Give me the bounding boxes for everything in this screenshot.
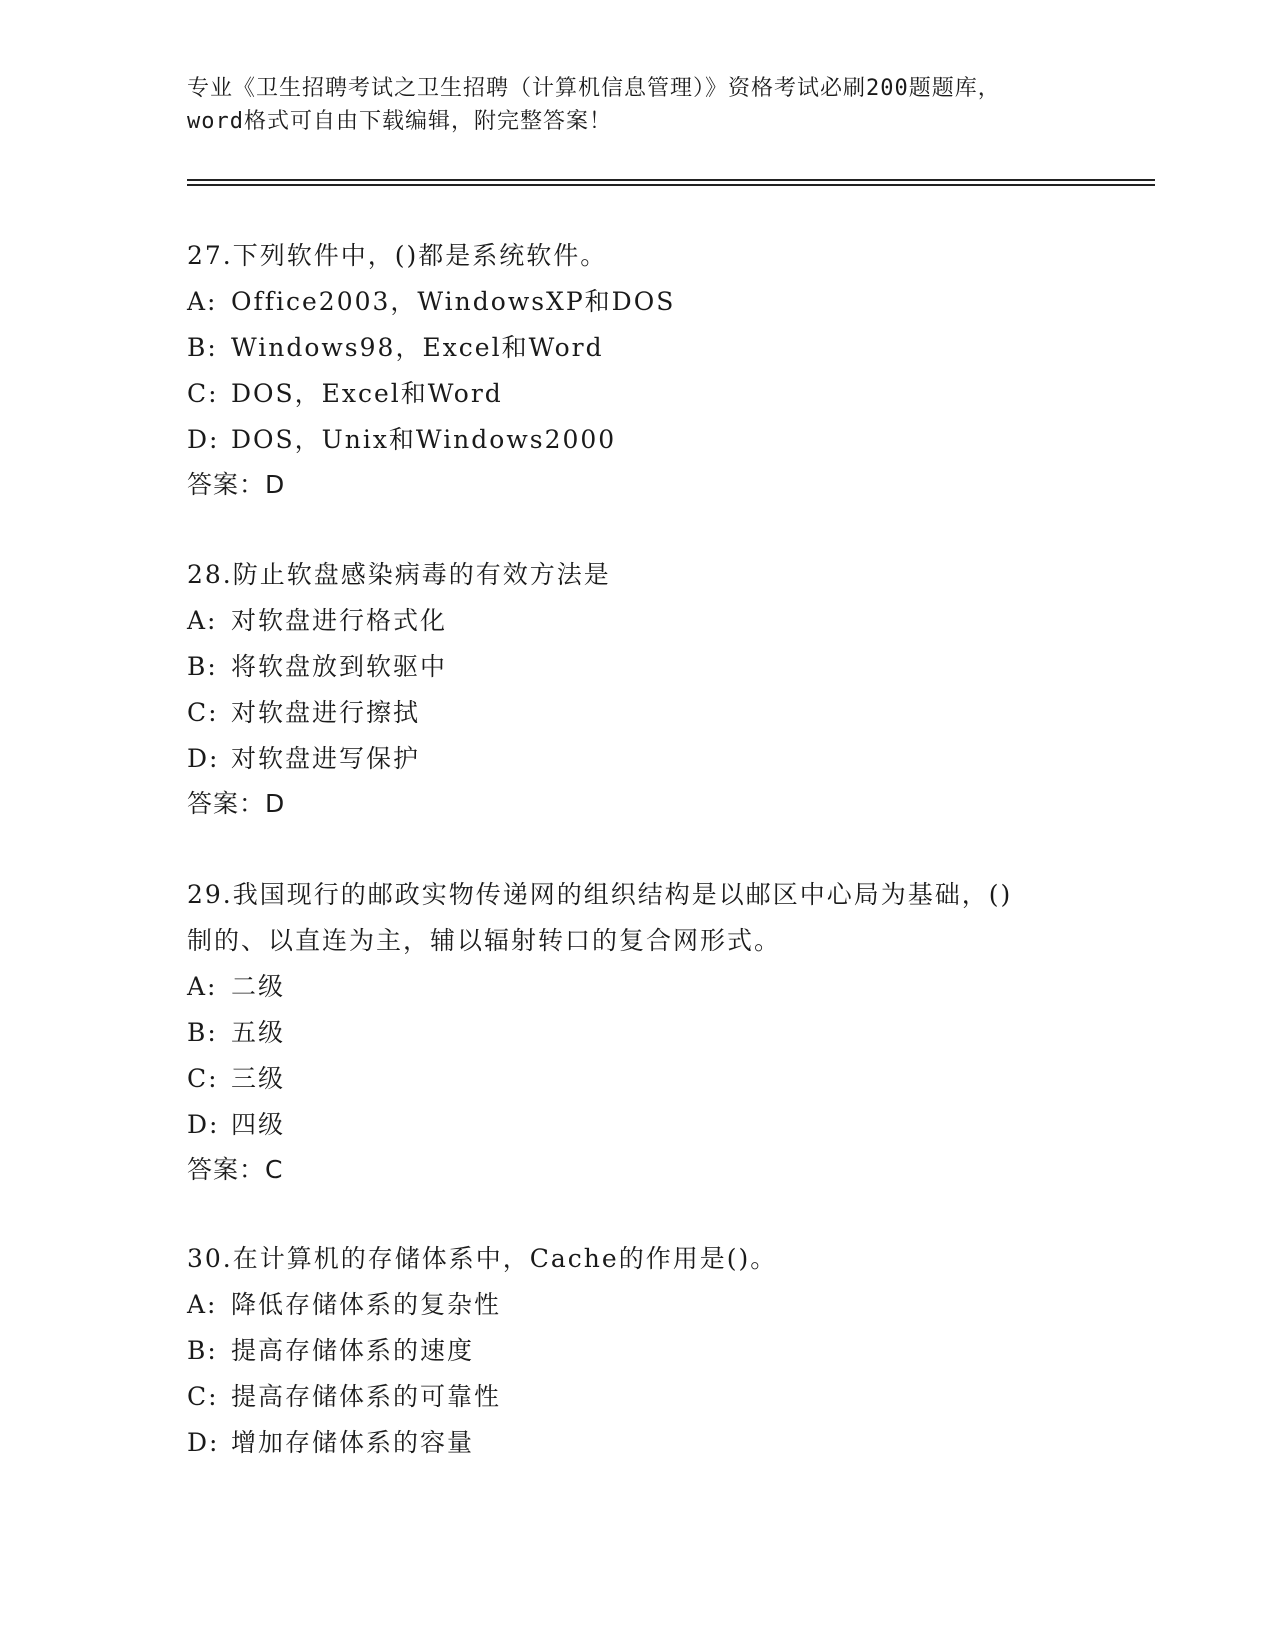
option-c [187,1056,1087,1102]
header-line-2: word格式可自由下载编辑，附完整答案！ [187,109,612,134]
document-header [187,72,1087,138]
option-text: 提高存储体系的速度 [231,1336,475,1365]
question-stem [187,872,1087,964]
option-c [187,1374,1087,1420]
option-key: D: [187,425,220,454]
option-b [187,325,1087,371]
option-d [187,417,1087,463]
option-text: 对软盘进写保护 [231,744,421,773]
question-28 [187,552,1087,826]
option-key: A: [187,606,218,635]
question-30 [187,1236,1087,1466]
option-key: A: [187,287,218,316]
option-text: DOS，Excel和Word [231,379,503,408]
option-key: C: [187,1382,219,1411]
question-stem [187,1236,1087,1282]
option-text: 增加存储体系的容量 [231,1428,475,1457]
option-text: 提高存储体系的可靠性 [231,1382,502,1411]
question-stem [187,233,1087,279]
option-key: A: [187,972,218,1001]
option-d [187,736,1087,782]
stem-line: 29.我国现行的邮政实物传递网的组织结构是以邮区中心局为基础，() [187,880,1013,909]
option-a [187,964,1087,1010]
option-c [187,371,1087,417]
option-key: D: [187,1110,220,1139]
option-key: D: [187,1428,220,1457]
answer: 答案：D [187,789,286,818]
option-text: DOS，Unix和Windows2000 [231,425,617,454]
stem-line: 27.下列软件中，()都是系统软件。 [187,241,608,270]
option-b [187,644,1087,690]
answer: 答案：C [187,1155,284,1184]
option-a [187,598,1087,644]
stem-line: 28.防止软盘感染病毒的有效方法是 [187,560,611,589]
option-key: B: [187,1018,218,1047]
option-b [187,1010,1087,1056]
question-29 [187,872,1087,1192]
question-stem [187,552,1087,598]
header-divider-bottom [187,184,1155,186]
option-text: 降低存储体系的复杂性 [231,1290,502,1319]
question-27 [187,233,1087,507]
option-text: 五级 [231,1018,286,1047]
answer: 答案：D [187,470,286,499]
option-key: D: [187,744,220,773]
option-key: B: [187,652,218,681]
option-key: B: [187,1336,218,1365]
option-text: 二级 [231,972,286,1001]
option-b [187,1328,1087,1374]
option-key: C: [187,379,219,408]
option-text: Office2003，WindowsXP和DOS [231,287,676,316]
option-text: 将软盘放到软驱中 [231,652,448,681]
option-a [187,279,1087,325]
header-line-1: 专业《卫生招聘考试之卫生招聘（计算机信息管理）》资格考试必刷200题题库， [187,76,1001,101]
stem-line: 30.在计算机的存储体系中，Cache的作用是()。 [187,1244,778,1273]
option-key: C: [187,1064,219,1093]
option-text: Windows98，Excel和Word [231,333,604,362]
option-key: B: [187,333,218,362]
option-d [187,1420,1087,1466]
option-a [187,1282,1087,1328]
option-text: 四级 [231,1110,286,1139]
option-text: 对软盘进行格式化 [231,606,448,635]
option-c [187,690,1087,736]
option-d [187,1102,1087,1148]
option-key: A: [187,1290,218,1319]
header-divider-top [187,179,1155,181]
option-text: 对软盘进行擦拭 [231,698,421,727]
option-key: C: [187,698,219,727]
stem-line: 制的、以直连为主，辅以辐射转口的复合网形式。 [187,926,782,955]
option-text: 三级 [231,1064,286,1093]
